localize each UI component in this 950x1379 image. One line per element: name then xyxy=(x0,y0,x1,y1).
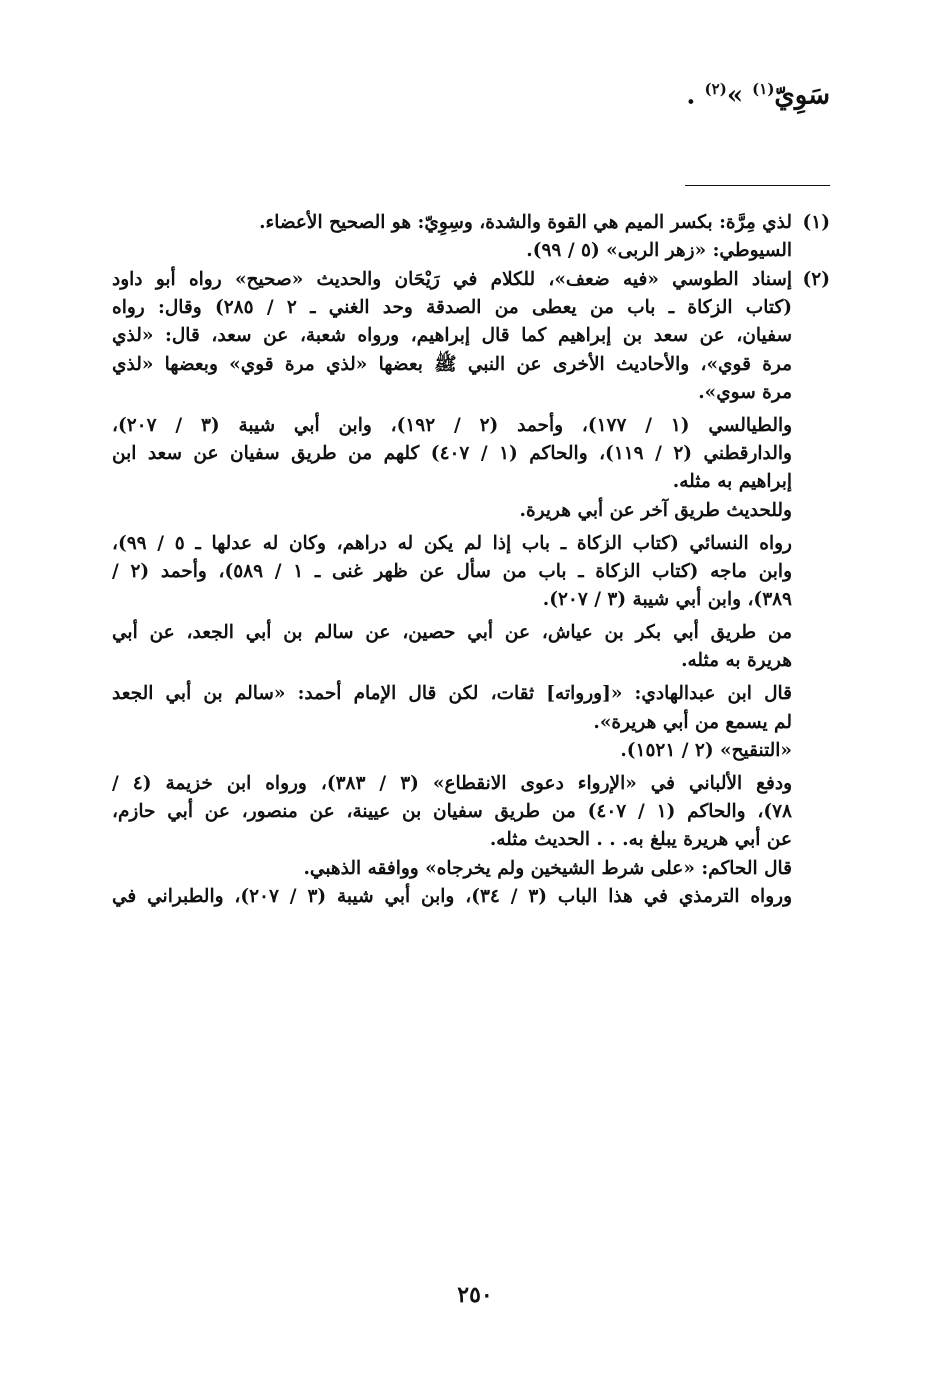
footnote-line: وابن ماجه (كتاب الزكاة ـ باب من سأل عن ظهر غنى ـ ١ / ٥٨٩)، وأحمد (٢ / xyxy=(112,560,792,582)
footnote-line: والطيالسي (١ / ١٧٧)، وأحمد (٢ / ١٩٢)، وابن أبي شيبة (٣ / ٢٠٧)، xyxy=(112,414,793,436)
footnote-line: قال الحاكم: «على شرط الشيخين ولم يخرجاه» ووافقه الذهبي. xyxy=(303,857,792,879)
footnote-line: هريرة به مثله. xyxy=(681,650,792,672)
footnotes xyxy=(112,212,830,914)
footnote-ref-2: (٢) xyxy=(704,80,727,98)
footnote-line: لذي مِرَّة: بكسر الميم هي القوة والشدة، وسِوِيّ: هو الصحيح الأعضاء. xyxy=(259,212,792,233)
footnote-separator xyxy=(685,185,830,186)
footnote-number: (١) xyxy=(802,212,830,233)
main-text-line xyxy=(686,80,830,112)
footnote-1 xyxy=(112,212,830,240)
footnote-line: مرة قوي»، والأحاديث الأخرى عن النبي ﷺ بعضها «لذي مرة قوي» وبعضها «لذي xyxy=(112,353,792,375)
footnote-line: ورواه الترمذي في هذا الباب (٣ / ٣٤)، وابن أبي شيبة (٣ / ٢٠٧)، والطبراني في xyxy=(112,886,793,908)
footnote-line: إبراهيم به مثله. xyxy=(672,471,792,493)
footnote-line: والدارقطني (٢ / ١١٩)، والحاكم (١ / ٤٠٧) كلهم من طريق سفيان عن سعد ابن xyxy=(112,443,792,465)
footnote-line: عن أبي هريرة يبلغ به. . . الحديث مثله. xyxy=(489,829,792,851)
footnote-line: ودفع الألباني في «الإرواء دعوى الانقطاع» (٣ / ٣٨٣)، ورواه ابن خزيمة (٤ / xyxy=(112,772,793,794)
main-text-word: سَوِيّ xyxy=(774,80,830,111)
footnote-line: (كتاب الزكاة ـ باب من يعطى من الصدقة وحد الغني ـ ٢ / ٢٨٥) وقال: رواه xyxy=(112,296,793,318)
footnote-1-continuation xyxy=(112,240,830,262)
footnote-body xyxy=(112,269,792,297)
footnote-line: ٧٨)، والحاكم (١ / ٤٠٧) من طريق سفيان بن عيينة، عن منصور، عن أبي حازم، xyxy=(112,801,792,823)
footnote-line: مرة سوي». xyxy=(698,381,792,403)
footnote-number: (٢) xyxy=(802,268,830,290)
footnote-line: السيوطي: «زهر الربى» (٥ / ٩٩). xyxy=(526,240,792,262)
footnote-line: إسناد الطوسي «فيه ضعف»، للكلام في رَيْحَان والحديث «صحيح» رواه أبو داود xyxy=(112,268,792,290)
closing-quote: » xyxy=(726,80,744,111)
footnote-2-continuation xyxy=(112,297,830,908)
footnote-line: رواه النسائي (كتاب الزكاة ـ باب إذا لم يكن له دراهم، وكان له عدلها ـ ٥ / ٩٩)، xyxy=(112,532,792,554)
footnote-line: سفيان، عن سعد بن إبراهيم كما قال إبراهيم، ورواه شعبة، عن سعد، قال: «لذي xyxy=(112,325,792,347)
footnote-body xyxy=(112,212,792,240)
footnote-line: قال ابن عبدالهادي: «[ورواته] ثقات، لكن قال الإمام أحمد: «سالم بن أبي الجعد xyxy=(112,683,792,705)
footnote-line: ٣٨٩)، وابن أبي شيبة (٣ / ٢٠٧). xyxy=(542,589,792,611)
footnote-line: لم يسمع من أبي هريرة». xyxy=(593,711,792,733)
footnote-line: «التنقيح» (٢ / ١٥٢١). xyxy=(620,739,792,761)
footnote-2 xyxy=(112,269,830,297)
page-number: ٢٥٠ xyxy=(457,1282,493,1308)
footnote-line: وللحديث طريق آخر عن أبي هريرة. xyxy=(519,499,792,521)
footnote-line: من طريق أبي بكر بن عياش، عن أبي حصين، عن سالم بن أبي الجعد، عن أبي xyxy=(112,622,792,644)
footnote-ref-1: (١) xyxy=(752,80,775,98)
main-text-period: . xyxy=(686,80,696,111)
